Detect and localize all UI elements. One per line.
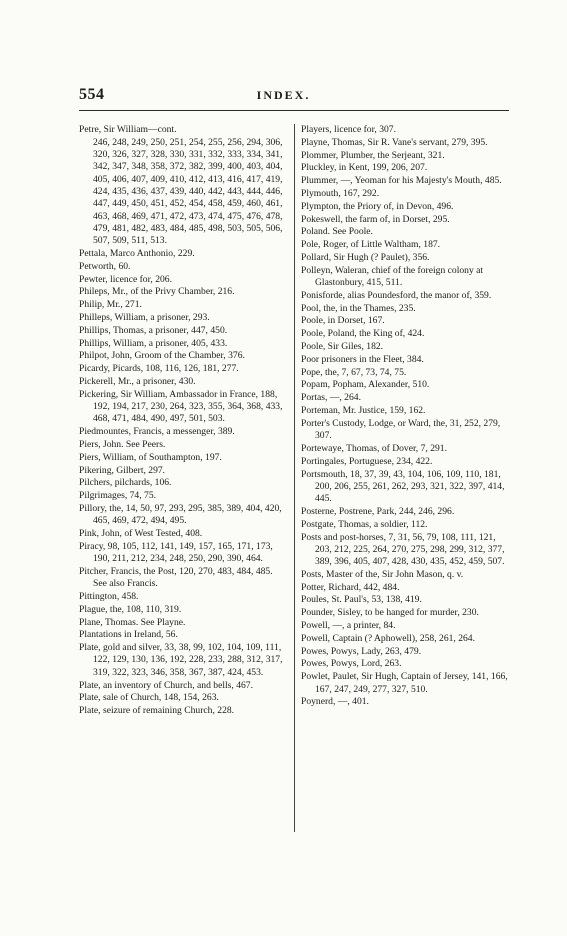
index-entry: Plommer, Plumber, the Serjeant, 321.	[301, 149, 445, 161]
running-title: INDEX.	[256, 88, 311, 102]
index-entry: Pope, the, 7, 67, 73, 74, 75.	[301, 366, 407, 378]
index-entry: Pittington, 458.	[79, 590, 139, 602]
index-entry: Poole, in Dorset, 167.	[301, 315, 385, 327]
index-entry: Polleyn, Waleran, chief of the foreign colony at Glastonbury, 415, 511.	[301, 264, 484, 289]
index-entry: Players, licence for, 307.	[301, 124, 396, 135]
index-entry: Posts, Master of the, Sir John Mason, q. v.	[301, 568, 464, 580]
index-entry: Plate, sale of Church, 148, 154, 263.	[79, 692, 219, 704]
index-entry: Piers, John. See Peers.	[79, 438, 166, 450]
index-entry: Pewter, licence for, 206.	[79, 273, 172, 285]
index-entry-continuation: 246, 248, 249, 250, 251, 254, 255, 256, 294, 306, 320, 326, 327, 328, 330, 331, 332, 333, 334, 341, 342, 347, 348, 358, 372, 382, 399, 400, 403, 404, 405, 406, 407, 409, 410, 412, 413, 416, 417, 419, 424, 435, 436, 437, 439, 440, 442, 443, 444, 446, 447, 449, 450, 451, 452, 454, 458, 459, 460, 461, 463, 468, 469, 471, 472, 473, 474, 475, 476, 478, 479, 481, 482, 483, 484, 485, 498, 503, 505, 506, 507, 509, 511, 513.	[93, 136, 283, 247]
index-entry: Pikering, Gilbert, 297.	[79, 464, 166, 476]
index-entry: Portsmouth, 18, 37, 39, 43, 104, 106, 109, 110, 181, 200, 206, 255, 261, 262, 293, 321, 322, 397, 414, 445.	[301, 468, 505, 505]
index-entry: Poules, St. Paul's, 53, 138, 419.	[301, 594, 422, 606]
index-entry: Petworth, 60.	[79, 260, 131, 272]
index-entry: Petre, Sir William—cont.	[79, 124, 177, 135]
index-entry: Phillips, William, a prisoner, 405, 433.	[79, 337, 228, 349]
index-entry: Philpot, John, Groom of the Chamber, 376.	[79, 350, 245, 362]
index-entry: Pollard, Sir Hugh (? Paulet), 356.	[301, 251, 430, 263]
index-entry: Pokeswell, the farm of, in Dorset, 295.	[301, 213, 450, 225]
index-entry: Poole, Poland, the King of, 424.	[301, 328, 425, 340]
index-entry: Portewaye, Thomas, of Dover, 7, 291.	[301, 442, 447, 454]
index-entry: Pole, Roger, of Little Waltham, 187.	[301, 239, 441, 251]
index-entry: Poland. See Poole.	[301, 226, 373, 238]
index-entry: Potter, Richard, 442, 484.	[301, 581, 400, 593]
index-entry: Phileps, Mr., of the Privy Chamber, 216.	[79, 286, 235, 298]
index-entry: Piers, William, of Southampton, 197.	[79, 451, 222, 463]
index-entry: Playne, Thomas, Sir R. Vane's servant, 279, 395.	[301, 136, 488, 148]
index-entry: Plague, the, 108, 110, 319.	[79, 603, 182, 615]
index-entry: Ponisforde, alias Poundesford, the manor of, 359.	[301, 289, 492, 301]
index-entry: Popam, Popham, Alexander, 510.	[301, 379, 430, 391]
index-entry: Powell, —, a printer, 84.	[301, 620, 396, 632]
index-entry: Pickerell, Mr., a prisoner, 430.	[79, 375, 196, 387]
index-entry: Plate, gold and silver, 33, 38, 99, 102, 104, 109, 111, 122, 129, 130, 136, 192, 228, 233, 288, 312, 317, 319, 322, 323, 346, 358, 367, 387, 424, 453.	[79, 642, 283, 678]
index-entry: Powlet, Paulet, Sir Hugh, Captain of Jersey, 141, 166, 167, 247, 249, 277, 327, 510.	[301, 671, 508, 695]
index-entry: Pilchers, pilchards, 106.	[79, 477, 172, 489]
index-entry: Posts and post-horses, 7, 31, 56, 79, 108, 111, 121, 203, 212, 225, 264, 270, 275, 298, 299, 312, 377, 389, 396, 405, 407, 428, 430, 435, 452, 459, 507.	[301, 531, 505, 568]
column-divider	[294, 124, 295, 832]
index-entry: Porter's Custody, Lodge, or Ward, the, 31, 252, 279, 307.	[301, 417, 501, 442]
index-entry: Plummer, —, Yeoman for his Majesty's Mouth, 485.	[301, 175, 502, 187]
index-entry: Pillory, the, 14, 50, 97, 293, 295, 385, 389, 404, 420, 465, 469, 472, 494, 495.	[79, 502, 282, 527]
left-column	[79, 124, 287, 718]
index-entry: Portas, —, 264.	[301, 392, 361, 404]
index-entry: Pluckley, in Kent, 199, 206, 207.	[301, 162, 428, 174]
index-entry: Picardy, Picards, 108, 116, 126, 181, 277.	[79, 363, 239, 375]
index-entry: Plate, seizure of remaining Church, 228.	[79, 705, 235, 717]
index-entry: Poole, Sir Giles, 182.	[301, 341, 384, 353]
index-entry: Philip, Mr., 271.	[79, 299, 142, 311]
index-entry: Philleps, William, a prisoner, 293.	[79, 311, 210, 323]
right-column	[301, 124, 513, 709]
page-number: 554	[79, 86, 105, 103]
index-entry: Powell, Captain (? Aphowell), 258, 261, 264.	[301, 632, 475, 644]
index-entry: Pickering, Sir William, Ambassador in France, 188, 192, 194, 217, 230, 264, 323, 355, 364, 368, 433, 468, 471, 484, 490, 497, 501, 503.	[79, 388, 283, 425]
index-entry: Postgate, Thomas, a soldier, 112.	[301, 518, 428, 530]
index-entry: Posterne, Postrene, Park, 244, 246, 296.	[301, 505, 455, 517]
index-entry: Piracy, 98, 105, 112, 141, 149, 157, 165, 171, 173, 190, 211, 212, 234, 248, 250, 290, 390, 464.	[79, 540, 273, 565]
index-entry: Pink, John, of West Tested, 408.	[79, 528, 203, 539]
index-entry: Plympton, the Priory of, in Devon, 496.	[301, 200, 454, 212]
index-entry: Plane, Thomas. See Playne.	[79, 616, 186, 628]
index-entry: Pool, the, in the Thames, 235.	[301, 302, 416, 314]
index-entry: Piedmountes, Francis, a messenger, 389.	[79, 426, 235, 438]
index-entry: Powes, Powys, Lady, 263, 479.	[301, 645, 422, 657]
index-entry: Pilgrimages, 74, 75.	[79, 490, 157, 502]
index-entry: Porteman, Mr. Justice, 159, 162.	[301, 405, 426, 417]
index-entry: Poynerd, —, 401.	[301, 696, 369, 708]
index-entry: Powes, Powys, Lord, 263.	[301, 658, 402, 670]
index-entry: Poor prisoners in the Fleet, 384.	[301, 353, 424, 365]
index-entry: Pounder, Sisley, to be hanged for murder, 230.	[301, 607, 479, 619]
index-entry: Plymouth, 167, 292.	[301, 187, 380, 199]
index-entry: Phillips, Thomas, a prisoner, 447, 450.	[79, 324, 228, 336]
index-entry: Plate, an inventory of Church, and bells, 467.	[79, 679, 253, 691]
index-entry: Portingales, Portuguese, 234, 422.	[301, 455, 433, 467]
index-entry: Pitcher, Francis, the Post, 120, 270, 483, 484, 485. See also Francis.	[79, 565, 273, 590]
header-rule	[79, 110, 509, 111]
index-entry: Pettala, Marco Anthonio, 229.	[79, 247, 195, 259]
index-entry: Plantations in Ireland, 56.	[79, 629, 178, 641]
